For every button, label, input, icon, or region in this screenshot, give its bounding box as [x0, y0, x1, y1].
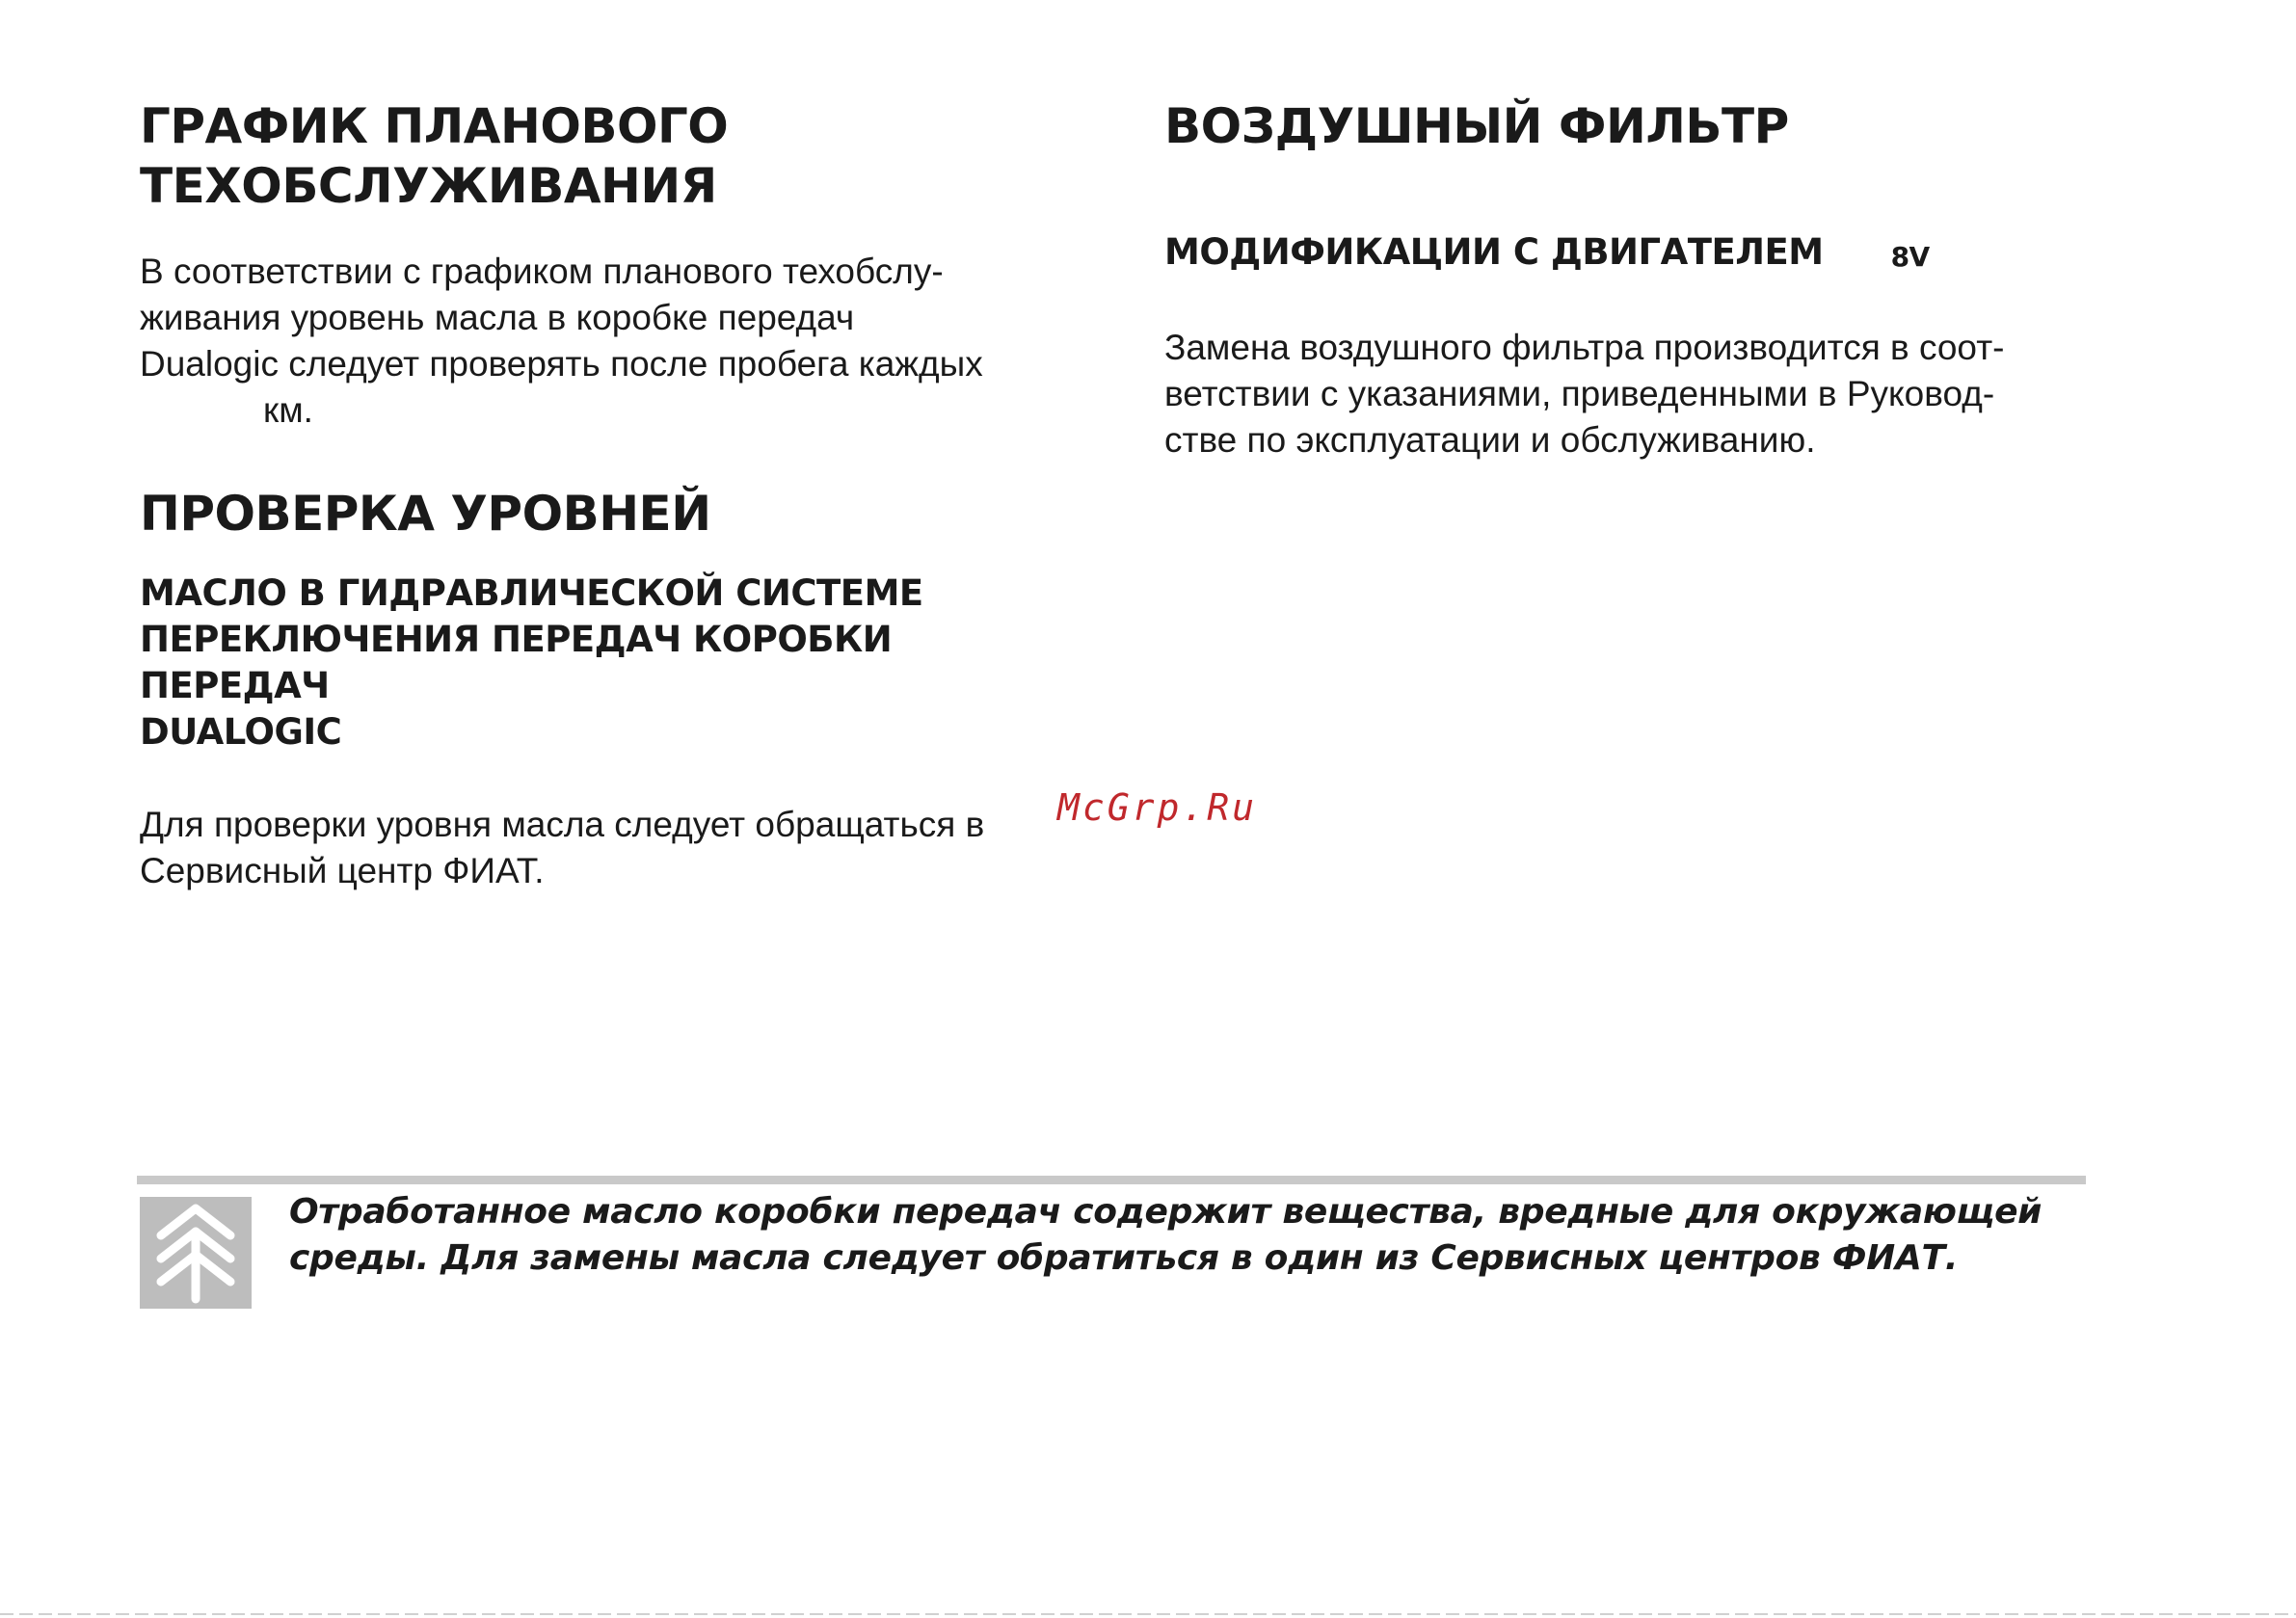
engine-subtitle-text: МОДИФИКАЦИИ С ДВИГАТЕЛЕМ	[1164, 231, 1824, 273]
filter-text: Замена воздушного фильтра производится в соот- ветствии с указаниями, приведенными в Руковод- стве по эксплуатации и обслуживанию.	[1164, 328, 2005, 460]
right-column	[1164, 96, 2128, 464]
oil-text: Для проверки уровня масла следует обращаться в Сервисный центр ФИАТ.	[140, 805, 985, 890]
schedule-title: ГРАФИК ПЛАНОВОГО ТЕХОБСЛУЖИВАНИЯ	[140, 98, 729, 214]
oil-subtitle: МАСЛО В ГИДРАВЛИЧЕСКОЙ СИСТЕМЕ ПЕРЕКЛЮЧЕНИЯ ПЕРЕДАЧ КОРОБКИ ПЕРЕДАЧ DUALOGIC	[140, 572, 923, 753]
schedule-paragraph-wrap	[140, 249, 1065, 434]
engine-suffix: 8V	[1890, 241, 1930, 273]
engine-subtitle	[1164, 183, 2128, 280]
environment-note: Отработанное масло коробки передач содержит вещества, вредные для окружающей среды. Для замены масла следует обратиться в один из Сервисных центров ФИАТ.	[289, 1192, 2042, 1278]
recycle-arrow-icon	[140, 1197, 252, 1309]
schedule-text: В соответствии с графиком планового техобслу- живания уровень масла в коробке передач Dualogic следует проверять после пробега каждых км.	[140, 252, 983, 430]
levels-title: ПРОВЕРКА УРОВНЕЙ	[140, 486, 711, 542]
watermark-text: McGrp.Ru	[1057, 786, 1258, 829]
filter-title: ВОЗДУШНЫЙ ФИЛЬТР	[1164, 98, 1789, 154]
page-bottom-edge	[0, 1613, 2296, 1615]
note-divider	[137, 1176, 2086, 1184]
left-column	[140, 96, 1065, 894]
